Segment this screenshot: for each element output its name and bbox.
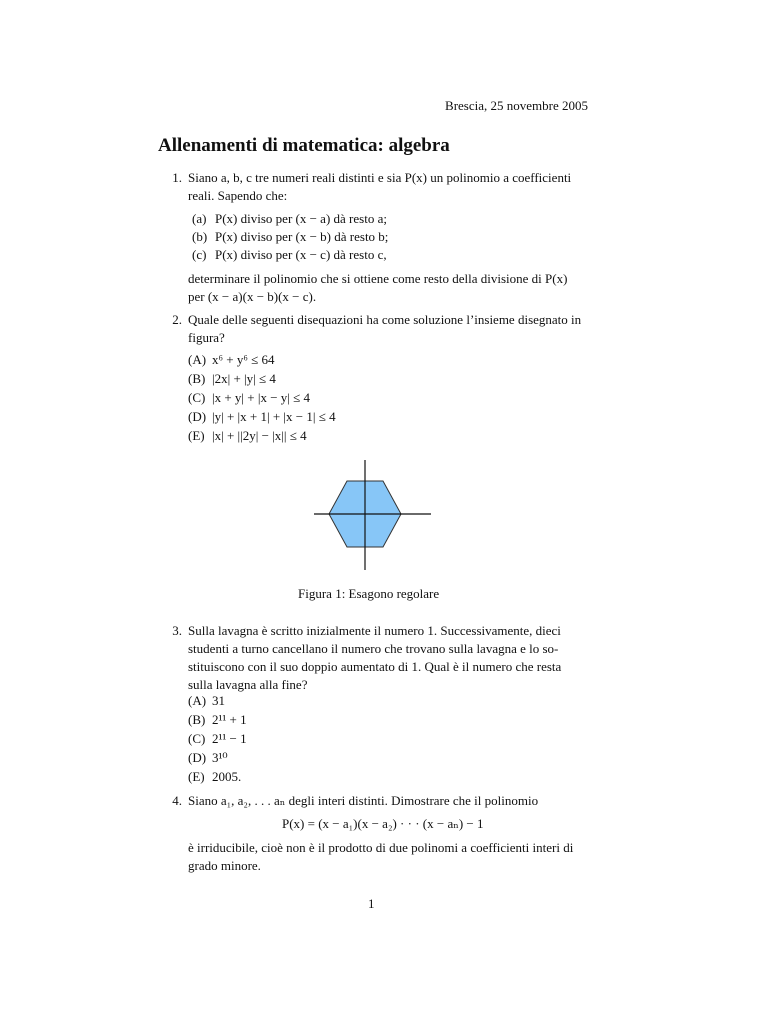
option-text: |2x| + |y| ≤ 4 — [212, 371, 276, 386]
problem-4-outro-line-1: è irriducibile, cioè non è il prodotto di due polinomi a coefficienti interi di — [188, 840, 574, 855]
condition-label: (c) — [192, 247, 207, 262]
problem-2-intro-line-1: Quale delle seguenti disequazioni ha come soluzione l’insieme disegnato in — [188, 312, 582, 327]
document-title: Allenamenti di matematica: algebra — [158, 135, 450, 156]
option-text: 2¹¹ + 1 — [212, 712, 247, 727]
problem-1-intro-line-2: reali. Sapendo che: — [188, 188, 288, 203]
problem-3-option-d — [188, 749, 228, 768]
problem-1-intro-line-1: Siano a, b, c tre numeri reali distinti e sia P(x) un polinomio a coefficienti — [188, 170, 572, 185]
problem-3-line-4: sulla lavagna alla fine? — [188, 677, 308, 692]
problem-3-line-2: studenti a turno cancellano il numero che trovano sulla lavagna e lo so- — [188, 641, 559, 656]
problem-4-intro-line-1: Siano a₁, a₂, . . . aₙ degli interi distinti. Dimostrare che il polinomio — [188, 793, 539, 808]
problem-1-condition-b — [192, 228, 388, 247]
problem-2-option-e — [188, 427, 307, 446]
problem-3-option-b — [188, 711, 247, 730]
problem-2-option-b — [188, 370, 276, 389]
option-text: |y| + |x + 1| + |x − 1| ≤ 4 — [212, 409, 336, 424]
figure-caption: Figura 1: Esagono regolare — [298, 586, 440, 601]
page-number: 1 — [368, 896, 375, 911]
problem-2-option-a — [188, 351, 275, 370]
problem-3-option-a — [188, 692, 225, 711]
document-date: Brescia, 25 novembre 2005 — [445, 98, 588, 113]
option-label: (E) — [188, 428, 205, 443]
option-label: (C) — [188, 390, 206, 405]
problem-4-formula: P(x) = (x − a₁)(x − a₂) · · · (x − aₙ) − 1 — [282, 816, 484, 831]
problem-1-outro-line-1: determinare il polinomio che si ottiene come resto della divisione di P(x) — [188, 271, 568, 286]
problem-1-outro-line-2: per (x − a)(x − b)(x − c). — [188, 289, 317, 304]
problem-4-number: 4. — [172, 793, 182, 808]
problem-1-condition-a — [192, 210, 387, 229]
option-label: (E) — [188, 769, 205, 784]
problem-3-option-c — [188, 730, 247, 749]
option-label: (D) — [188, 750, 207, 765]
option-text: |x + y| + |x − y| ≤ 4 — [212, 390, 311, 405]
problem-3-option-e — [188, 768, 241, 787]
option-label: (B) — [188, 371, 206, 386]
option-text: 2¹¹ − 1 — [212, 731, 247, 746]
problem-4-outro-line-2: grado minore. — [188, 858, 261, 873]
option-text: x⁶ + y⁶ ≤ 64 — [212, 352, 275, 367]
option-text: 31 — [212, 693, 225, 708]
option-label: (A) — [188, 693, 207, 708]
problem-3-line-3: stituiscono con il suo doppio aumentato di 1. Qual è il numero che resta — [188, 659, 562, 674]
problem-1-condition-c — [192, 246, 387, 265]
problem-3-line-1: Sulla lavagna è scritto inizialmente il numero 1. Successivamente, dieci — [188, 623, 561, 638]
option-label: (D) — [188, 409, 207, 424]
option-text: 2005. — [212, 769, 242, 784]
option-label: (A) — [188, 352, 207, 367]
condition-label: (b) — [192, 229, 208, 244]
condition-text: P(x) diviso per (x − b) dà resto b; — [215, 229, 389, 244]
condition-text: P(x) diviso per (x − a) dà resto a; — [215, 211, 387, 226]
problem-2-option-c — [188, 389, 310, 408]
problem-2-option-d — [188, 408, 336, 427]
problem-1-number: 1. — [172, 170, 182, 185]
condition-text: P(x) diviso per (x − c) dà resto c, — [215, 247, 387, 262]
option-text: |x| + ||2y| − |x|| ≤ 4 — [212, 428, 307, 443]
option-label: (B) — [188, 712, 206, 727]
problem-2-number: 2. — [172, 312, 182, 327]
problem-2-intro-line-2: figura? — [188, 330, 225, 345]
condition-label: (a) — [192, 211, 207, 226]
problem-3-number: 3. — [172, 623, 182, 638]
hexagon-figure — [310, 458, 436, 574]
option-label: (C) — [188, 731, 206, 746]
option-text: 3¹⁰ — [212, 750, 228, 765]
